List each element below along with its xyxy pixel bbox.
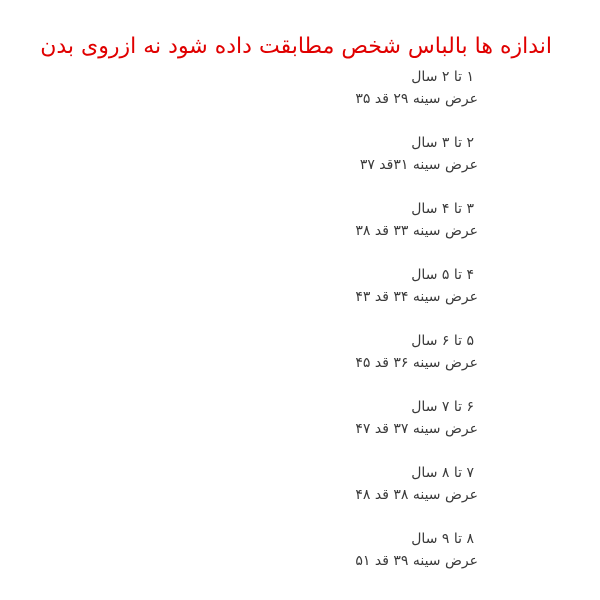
size-entry [355,528,478,594]
age-range: ۳ تا ۴ سال [411,201,474,217]
measurement: عرض سینه ۳۱قد ۳۷ [359,157,478,173]
measurement: عرض سینه ۳۴ قد ۴۳ [355,289,478,305]
size-entry [355,132,478,198]
age-range: ۷ تا ۸ سال [411,465,474,481]
size-entry [355,198,478,264]
size-list [355,66,478,594]
measurement: عرض سینه ۳۷ قد ۴۷ [355,421,478,437]
age-range: ۴ تا ۵ سال [411,267,474,283]
size-entry [355,264,478,330]
size-entry [355,462,478,528]
size-entry [355,330,478,396]
size-entry [355,396,478,462]
size-entry [355,66,478,132]
measurement: عرض سینه ۳۳ قد ۳۸ [355,223,478,239]
age-range: ۸ تا ۹ سال [411,531,474,547]
age-range: ۵ تا ۶ سال [411,333,474,349]
measurement: عرض سینه ۲۹ قد ۳۵ [355,91,478,107]
age-range: ۱ تا ۲ سال [411,69,474,85]
age-range: ۶ تا ۷ سال [411,399,474,415]
age-range: ۲ تا ۳ سال [411,135,474,151]
measurement: عرض سینه ۳۸ قد ۴۸ [355,487,478,503]
measurement: عرض سینه ۳۶ قد ۴۵ [355,355,478,371]
page-title: اندازه ها بالباس شخص مطابقت داده شود نه ازروی بدن [40,34,552,59]
measurement: عرض سینه ۳۹ قد ۵۱ [355,553,478,569]
